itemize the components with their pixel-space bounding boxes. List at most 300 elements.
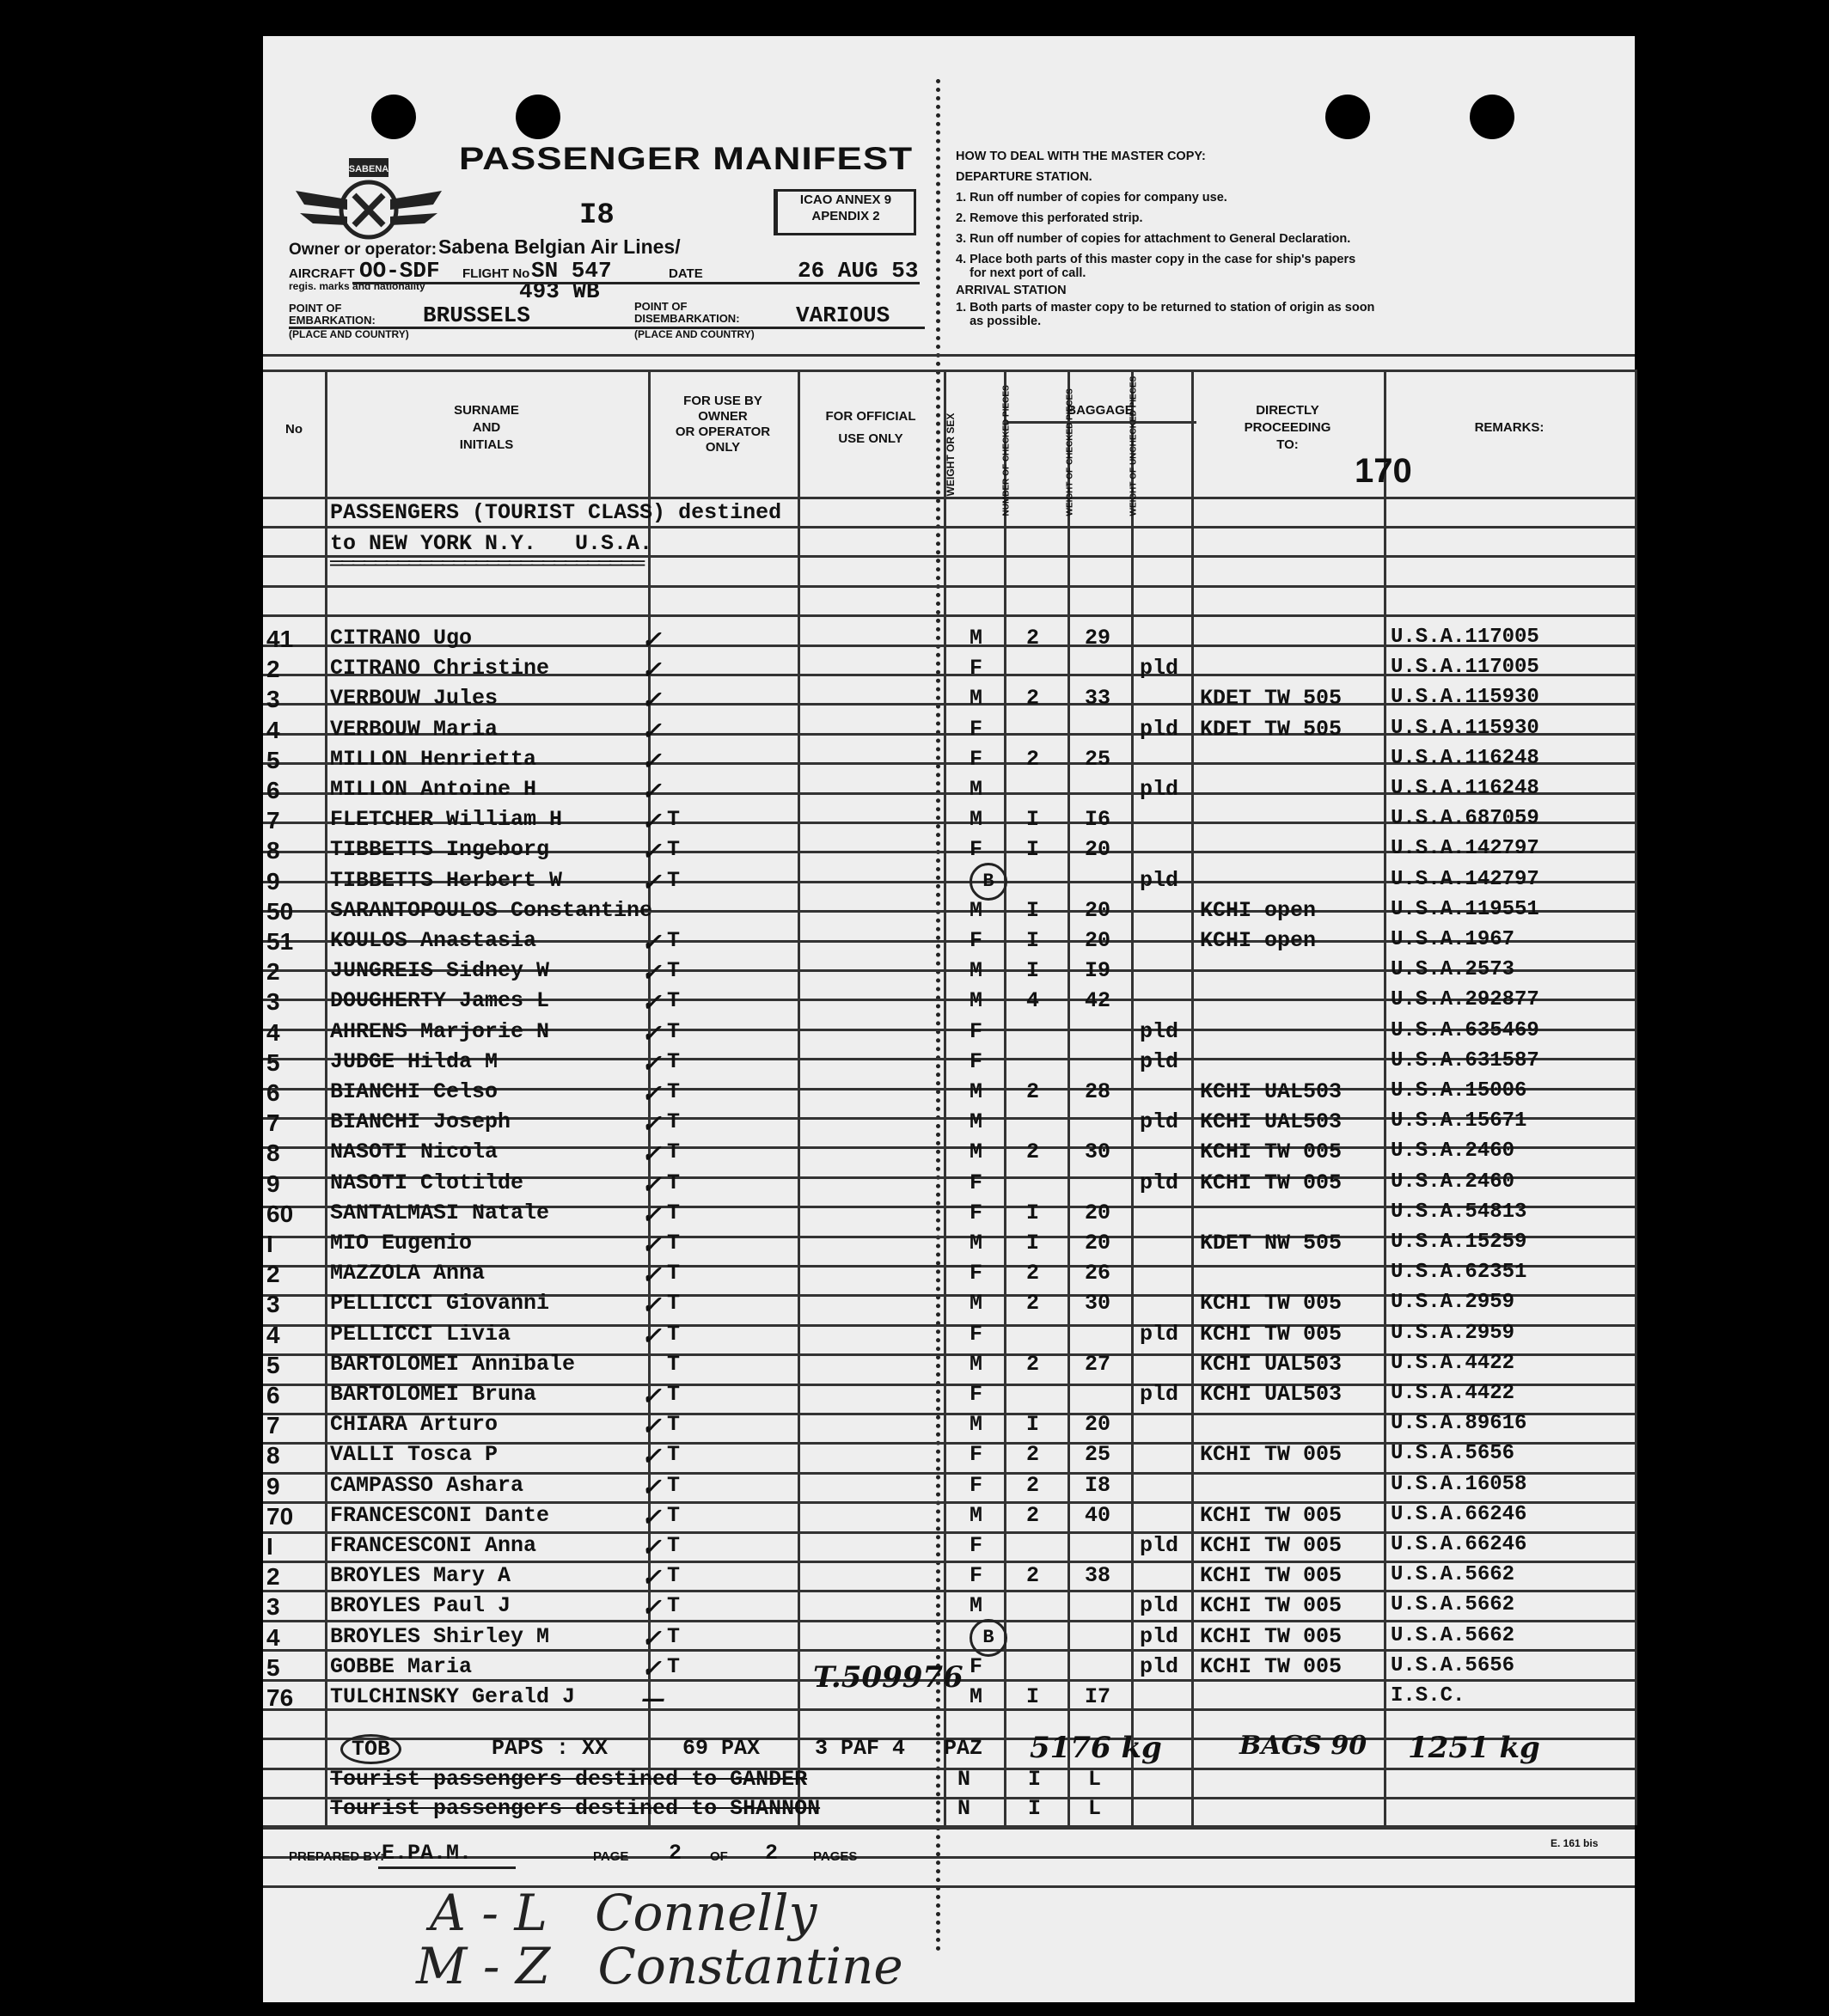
- row-sex: F: [970, 1563, 983, 1588]
- manifest-sheet: [263, 36, 1635, 2002]
- prepared-label: PREPARED BY:: [289, 1849, 385, 1864]
- row-sex: F: [970, 837, 983, 862]
- icao-box: [774, 189, 916, 235]
- row-no: 4: [266, 1322, 280, 1348]
- row-name: DOUGHERTY James L: [330, 988, 550, 1013]
- row-dest: KCHI open: [1200, 928, 1317, 953]
- row-sex: F: [970, 1170, 983, 1195]
- row-rem: U.S.A.115930: [1391, 686, 1539, 709]
- row-name: BIANCHI Celso: [330, 1079, 499, 1104]
- row-wt: 27: [1085, 1352, 1111, 1377]
- disembark-sub: (PLACE AND COUNTRY): [634, 328, 755, 340]
- row-sex: M: [970, 1109, 983, 1134]
- row-t: T: [667, 988, 681, 1013]
- row-dest: KCHI TW 005: [1200, 1291, 1343, 1316]
- row-rem: I.S.C.: [1391, 1684, 1465, 1707]
- row-mark: ✓: [641, 868, 662, 896]
- header-line: AND: [472, 420, 501, 435]
- row-pcs: 2: [1026, 1139, 1040, 1164]
- row-mark: ✓: [641, 1382, 662, 1410]
- row-dest: KCHI TW 005: [1200, 1170, 1343, 1195]
- grid-row-line: [263, 526, 1635, 528]
- row-name: SARANTOPOULOS Constantine: [330, 898, 653, 923]
- row-no: 2: [266, 958, 280, 985]
- row-no: 7: [266, 1109, 280, 1136]
- grid-column-line: [1635, 370, 1637, 1825]
- row-sex: F: [970, 1442, 983, 1467]
- row-name: TULCHINSKY Gerald J: [330, 1684, 576, 1709]
- row-mark: ✓: [641, 928, 662, 956]
- row-no: 6: [266, 777, 280, 803]
- row-no: 7: [266, 1412, 280, 1439]
- instruction-line: HOW TO DEAL WITH THE MASTER COPY:: [956, 150, 1206, 163]
- row-rem: U.S.A.1967: [1391, 928, 1515, 951]
- grid-row-line: [263, 614, 1635, 617]
- row-sex: M: [970, 1593, 983, 1618]
- row-mark: ✓: [641, 1533, 662, 1561]
- row-t: T: [667, 1503, 681, 1528]
- row-rem: U.S.A.116248: [1391, 777, 1539, 800]
- row-unc: pld: [1140, 1382, 1179, 1407]
- row-t: T: [667, 1170, 681, 1195]
- page-label: PAGE: [593, 1849, 629, 1864]
- row-rem: U.S.A.115930: [1391, 717, 1539, 740]
- row-wt: 40: [1085, 1503, 1111, 1528]
- grid-row-line: [263, 1590, 1635, 1592]
- row-wt: 28: [1085, 1079, 1111, 1104]
- row-rem: U.S.A.5662: [1391, 1563, 1515, 1586]
- header-line: TO:: [1276, 437, 1299, 452]
- row-pcs: I: [1026, 898, 1040, 923]
- header-line: PROCEEDING: [1244, 420, 1331, 435]
- row-mark: ✓: [641, 807, 662, 835]
- row-sex: M: [970, 1684, 983, 1709]
- row-rem: U.S.A.687059: [1391, 807, 1539, 830]
- row-wt: 30: [1085, 1291, 1111, 1316]
- row-mark: ✓: [641, 1049, 662, 1078]
- row-rem: U.S.A.631587: [1391, 1049, 1539, 1072]
- row-pcs: 2: [1026, 1503, 1040, 1528]
- flight-label: FLIGHT No: [462, 266, 530, 281]
- row-sex: M: [970, 807, 983, 832]
- row-t: T: [667, 958, 681, 983]
- row-t: T: [667, 1563, 681, 1588]
- owner-value: Sabena Belgian Air Lines/: [438, 235, 681, 258]
- row-t: T: [667, 1200, 681, 1225]
- row-name: PELLICCI Giovanni: [330, 1291, 550, 1316]
- totals-bag-kg: 1251 kg: [1408, 1731, 1540, 1765]
- row-wt: I6: [1085, 807, 1111, 832]
- row-mark: ✓: [641, 1019, 662, 1048]
- grid-row-line: [263, 370, 1635, 372]
- totals-kg: 5176 kg: [1030, 1731, 1162, 1765]
- row-rem: U.S.A.15006: [1391, 1079, 1527, 1103]
- underline: [352, 282, 920, 284]
- pages-label: PAGES: [813, 1849, 858, 1864]
- row-t: T: [667, 1624, 681, 1649]
- row-mark: ✓: [641, 1563, 662, 1591]
- row-pcs: 2: [1026, 1352, 1040, 1377]
- row-sex: F: [970, 1322, 983, 1347]
- row-rem: U.S.A.4422: [1391, 1352, 1515, 1375]
- row-rem: U.S.A.89616: [1391, 1412, 1527, 1435]
- row-sex: M: [970, 898, 983, 923]
- prepared-value: E.PA.M.: [382, 1841, 473, 1866]
- disembark-value: VARIOUS: [796, 302, 890, 328]
- gander-line: Tourist passengers destined to GANDER: [330, 1767, 808, 1792]
- flight-extra: 493 WB: [519, 278, 600, 304]
- row-name: BROYLES Shirley M: [330, 1624, 550, 1649]
- row-name: CITRANO Ugo: [330, 626, 473, 651]
- row-no: 5: [266, 1049, 280, 1076]
- row-no: 5: [266, 747, 280, 773]
- row-unc: pld: [1140, 1654, 1179, 1679]
- row-mark: ✓: [641, 717, 662, 745]
- form-code: E. 161 bis: [1551, 1837, 1599, 1849]
- header-line: SURNAME: [454, 403, 519, 418]
- row-pcs: 2: [1026, 686, 1040, 711]
- row-sex: M: [970, 1291, 983, 1316]
- row-name: CITRANO Christine: [330, 656, 550, 681]
- intro-line-2: to NEW YORK N.Y. U.S.A.: [330, 531, 653, 556]
- manifest-number: I8: [579, 199, 615, 232]
- totals-pax: 69 PAX: [682, 1736, 761, 1761]
- row-mark: ✓: [641, 1654, 662, 1683]
- icao-line-2: APENDIX 2: [811, 209, 880, 223]
- header-remarks: REMARKS:: [1474, 420, 1545, 435]
- row-t: T: [667, 1533, 681, 1558]
- row-rem: U.S.A.292877: [1391, 988, 1539, 1011]
- row-rem: U.S.A.66246: [1391, 1503, 1527, 1526]
- row-no: 8: [266, 837, 280, 864]
- row-name: BARTOLOMEI Bruna: [330, 1382, 537, 1407]
- row-wt: 25: [1085, 1442, 1111, 1467]
- row-sex: F: [970, 1200, 983, 1225]
- row-unc: pld: [1140, 1593, 1179, 1618]
- row-name: BARTOLOMEI Annibale: [330, 1352, 576, 1377]
- row-t: T: [667, 837, 681, 862]
- row-dest: KCHI UAL503: [1200, 1352, 1343, 1377]
- row-wt: 38: [1085, 1563, 1111, 1588]
- row-sex: M: [970, 1503, 983, 1528]
- totals-bags: BAGS 90: [1239, 1731, 1367, 1761]
- header-line: INITIALS: [459, 437, 514, 452]
- row-rem: U.S.A.142797: [1391, 868, 1539, 891]
- totals-paps: PAPS : XX: [492, 1736, 609, 1761]
- row-unc: pld: [1140, 1624, 1179, 1649]
- row-sex: M: [970, 1139, 983, 1164]
- header-line: FOR USE BY: [683, 394, 762, 408]
- row-name: BIANCHI Joseph: [330, 1109, 511, 1134]
- row-no: 6: [266, 1079, 280, 1106]
- embark-value: BRUSSELS: [423, 302, 530, 328]
- row-rem: U.S.A.15671: [1391, 1109, 1527, 1133]
- row-name: GOBBE Maria: [330, 1654, 473, 1679]
- row-unc: pld: [1140, 1533, 1179, 1558]
- row-t: T: [667, 1654, 681, 1679]
- gander-sex: N: [957, 1767, 971, 1792]
- row-name: MILLON Antoine H: [330, 777, 537, 802]
- row-mark: ✓: [641, 626, 662, 654]
- row-mark: ✓: [641, 1473, 662, 1501]
- row-no: 2: [266, 1563, 280, 1590]
- row-no: 51: [266, 928, 294, 955]
- row-wt: 20: [1085, 837, 1111, 862]
- row-no: 3: [266, 686, 280, 712]
- row-pcs: 2: [1026, 1473, 1040, 1498]
- row-mark: ✓: [641, 1139, 662, 1168]
- row-no: 4: [266, 717, 280, 743]
- row-mark: —: [641, 1684, 665, 1713]
- row-no: 9: [266, 1473, 280, 1500]
- row-pcs: I: [1026, 837, 1040, 862]
- row-pcs: 2: [1026, 1261, 1040, 1286]
- row-rem: U.S.A.2959: [1391, 1322, 1515, 1345]
- instruction-line: as possible.: [956, 315, 1042, 328]
- signature-1: A - L Connelly: [430, 1884, 817, 1942]
- row-wt: 26: [1085, 1261, 1111, 1286]
- row-t: T: [667, 1079, 681, 1104]
- row-no: 7: [266, 807, 280, 834]
- row-dest: KCHI TW 005: [1200, 1442, 1343, 1467]
- row-name: NASOTI Nicola: [330, 1139, 499, 1164]
- row-rem: U.S.A.5662: [1391, 1593, 1515, 1616]
- row-no: 9: [266, 868, 280, 895]
- row-dest: KCHI UAL503: [1200, 1109, 1343, 1134]
- shannon-pcs: I: [1028, 1796, 1042, 1821]
- row-name: CAMPASSO Ashara: [330, 1473, 524, 1498]
- instruction-line: 4. Place both parts of this master copy in the case for ship's papers: [956, 253, 1356, 266]
- row-wt: 20: [1085, 898, 1111, 923]
- row-t: T: [667, 1442, 681, 1467]
- row-mark: ✓: [641, 1170, 662, 1199]
- date-value: 26 AUG 53: [798, 258, 919, 284]
- row-mark: ✓: [641, 958, 662, 987]
- row-name: SANTALMASI Natale: [330, 1200, 550, 1225]
- punch-hole: [516, 95, 560, 139]
- row-sex: F: [970, 1019, 983, 1044]
- row-mark: ✓: [641, 1231, 662, 1259]
- grid-column-line: [1384, 370, 1386, 1825]
- grid-row-line: [263, 1649, 1635, 1652]
- row-mark: ✓: [641, 988, 662, 1017]
- row-sex: M: [970, 777, 983, 802]
- row-dest: KCHI UAL503: [1200, 1382, 1343, 1407]
- grid-column-line: [1004, 370, 1006, 1825]
- row-sex: B: [970, 863, 1007, 901]
- row-pcs: I: [1026, 807, 1040, 832]
- row-pcs: I: [1026, 1684, 1040, 1709]
- row-rem: U.S.A.16058: [1391, 1473, 1527, 1496]
- row-t: T: [667, 1231, 681, 1255]
- intro-rule: ════════════════════════════: [330, 552, 644, 577]
- row-sex: B: [970, 1619, 1007, 1657]
- row-name: VERBOUW Maria: [330, 717, 499, 742]
- row-rem: U.S.A.4422: [1391, 1382, 1515, 1405]
- row-pcs: 4: [1026, 988, 1040, 1013]
- row-name: NASOTI Clotilde: [330, 1170, 524, 1195]
- row-rem: U.S.A.2573: [1391, 958, 1515, 981]
- row-pcs: I: [1026, 1200, 1040, 1225]
- row-rem: U.S.A.66246: [1391, 1533, 1527, 1556]
- row-t: T: [667, 807, 681, 832]
- row-wt: 20: [1085, 1231, 1111, 1255]
- row-unc: pld: [1140, 1170, 1179, 1195]
- grid-row-line: [263, 1825, 1635, 1828]
- header-official: [798, 406, 944, 450]
- header-line: USE ONLY: [838, 431, 903, 446]
- row-t: T: [667, 1473, 681, 1498]
- instruction-line: DEPARTURE STATION.: [956, 170, 1092, 184]
- underline: [378, 1866, 516, 1869]
- row-rem: U.S.A.117005: [1391, 656, 1539, 679]
- instruction-line: for next port of call.: [956, 266, 1086, 280]
- totals-paz: PAZ: [944, 1736, 983, 1761]
- gander-wt: L: [1088, 1767, 1102, 1792]
- aircraft-label: AIRCRAFT: [289, 266, 355, 281]
- row-sex: F: [970, 1473, 983, 1498]
- header-line: DIRECTLY: [1256, 403, 1319, 418]
- instruction-line: ARRIVAL STATION: [956, 284, 1067, 297]
- row-sex: M: [970, 686, 983, 711]
- row-unc: pld: [1140, 717, 1179, 742]
- row-pcs: 2: [1026, 1291, 1040, 1316]
- row-pcs: I: [1026, 1412, 1040, 1437]
- row-t: T: [667, 1412, 681, 1437]
- row-sex: F: [970, 1261, 983, 1286]
- grid-row-line: [263, 1620, 1635, 1622]
- header-bag-number: NUMBER OF CHECKED PIECES: [1001, 385, 1012, 516]
- row-rem: U.S.A.635469: [1391, 1019, 1539, 1042]
- row-no: 8: [266, 1442, 280, 1469]
- row-name: TIBBETTS Ingeborg: [330, 837, 550, 862]
- row-mark: ✓: [641, 1442, 662, 1470]
- row-rem: U.S.A.119551: [1391, 898, 1539, 921]
- row-wt: 33: [1085, 686, 1111, 711]
- row-name: FLETCHER William H: [330, 807, 563, 832]
- header-no: No: [285, 422, 303, 437]
- gander-pcs: I: [1028, 1767, 1042, 1792]
- row-wt: 25: [1085, 747, 1111, 772]
- row-name: KOULOS Anastasia: [330, 928, 537, 953]
- row-pcs: 2: [1026, 747, 1040, 772]
- row-wt: 42: [1085, 988, 1111, 1013]
- grid-column-line: [1067, 370, 1070, 1825]
- row-sex: F: [970, 1382, 983, 1407]
- shannon-sex: N: [957, 1796, 971, 1821]
- row-mark: ✓: [641, 1261, 662, 1289]
- row-wt: I9: [1085, 958, 1111, 983]
- shannon-line: Tourist passengers destined to SHANNON: [330, 1796, 821, 1821]
- row-sex: F: [970, 717, 983, 742]
- row-name: MAZZOLA Anna: [330, 1261, 486, 1286]
- embark-label: POINT OF EMBARKATION:: [289, 302, 376, 327]
- row-unc: pld: [1140, 868, 1179, 893]
- header-line: FOR OFFICIAL: [825, 409, 916, 424]
- row-sex: F: [970, 747, 983, 772]
- row-rem: U.S.A.5662: [1391, 1624, 1515, 1647]
- row-no: 70: [266, 1503, 294, 1530]
- grid-column-line: [325, 370, 327, 1825]
- row-pcs: I: [1026, 958, 1040, 983]
- punch-hole: [1325, 95, 1370, 139]
- row-unc: pld: [1140, 1049, 1179, 1074]
- row-no: 60: [266, 1200, 294, 1227]
- header-bag-unchecked: WEIGHT OF UNCHECKED PIECES: [1129, 376, 1139, 516]
- row-t: T: [667, 1382, 681, 1407]
- row-t: T: [667, 1322, 681, 1347]
- underline: [289, 327, 925, 329]
- row-rem: U.S.A.5656: [1391, 1654, 1515, 1677]
- row-mark: ✓: [641, 777, 662, 805]
- row-rem: U.S.A.5656: [1391, 1442, 1515, 1465]
- row-sex: F: [970, 656, 983, 681]
- row-name: PELLICCI Livia: [330, 1322, 511, 1347]
- page-value: 2: [669, 1841, 682, 1866]
- row-no: 2: [266, 656, 280, 682]
- row-rem: U.S.A.2959: [1391, 1291, 1515, 1314]
- row-t: T: [667, 1139, 681, 1164]
- logo-text: SABENA: [348, 164, 389, 174]
- disembark-label: POINT OF DISEMBARKATION:: [634, 300, 740, 325]
- row-mark: ✓: [641, 1624, 662, 1653]
- row-t: T: [667, 1291, 681, 1316]
- header-weight-sex: WEIGHT OR SEX: [945, 412, 957, 497]
- row-sex: M: [970, 988, 983, 1013]
- of-label: OF: [710, 1849, 728, 1864]
- row-dest: KCHI UAL503: [1200, 1079, 1343, 1104]
- row-t: T: [667, 1049, 681, 1074]
- shannon-wt: L: [1088, 1796, 1102, 1821]
- grid-column-line: [798, 370, 800, 1825]
- row-pcs: 2: [1026, 626, 1040, 651]
- document-title: PASSENGER MANIFEST: [459, 141, 914, 177]
- grid-column-line: [1131, 370, 1134, 1825]
- row-sex: F: [970, 1533, 983, 1558]
- header-surname: [325, 402, 648, 454]
- row-dest: KDET NW 505: [1200, 1231, 1343, 1255]
- row-no: 76: [266, 1684, 294, 1711]
- row-unc: pld: [1140, 656, 1179, 681]
- row-no: 5: [266, 1654, 280, 1681]
- row-name: TIBBETTS Herbert W: [330, 868, 563, 893]
- row-wt: I7: [1085, 1684, 1111, 1709]
- aircraft-value: OO-SDF: [359, 258, 440, 284]
- row-sex: F: [970, 928, 983, 953]
- flight-value: SN 547: [531, 258, 612, 284]
- header-line: ONLY: [705, 440, 741, 455]
- punch-hole: [371, 95, 416, 139]
- icao-line-1: ICAO ANNEX 9: [799, 192, 892, 207]
- signature-2: M - Z Constantine: [416, 1937, 903, 1995]
- date-label: DATE: [669, 266, 703, 281]
- grid-row-line: [263, 354, 1635, 357]
- row-rem: U.S.A.15259: [1391, 1231, 1527, 1254]
- row-dest: KDET TW 505: [1200, 717, 1343, 742]
- header-line: OWNER: [698, 409, 748, 424]
- instruction-line: 3. Run off number of copies for attachment to General Declaration.: [956, 232, 1351, 246]
- row-pcs: 2: [1026, 1442, 1040, 1467]
- row-no: I: [266, 1231, 273, 1257]
- row-sex: M: [970, 1352, 983, 1377]
- grid-row-line: [1004, 421, 1196, 424]
- owner-label: Owner or operator:: [289, 241, 437, 259]
- row-no: 9: [266, 1170, 280, 1197]
- row-no: 3: [266, 1593, 280, 1620]
- row-no: 50: [266, 898, 294, 925]
- row-name: VERBOUW Jules: [330, 686, 499, 711]
- totals-paf: 3 PAF 4: [815, 1736, 906, 1761]
